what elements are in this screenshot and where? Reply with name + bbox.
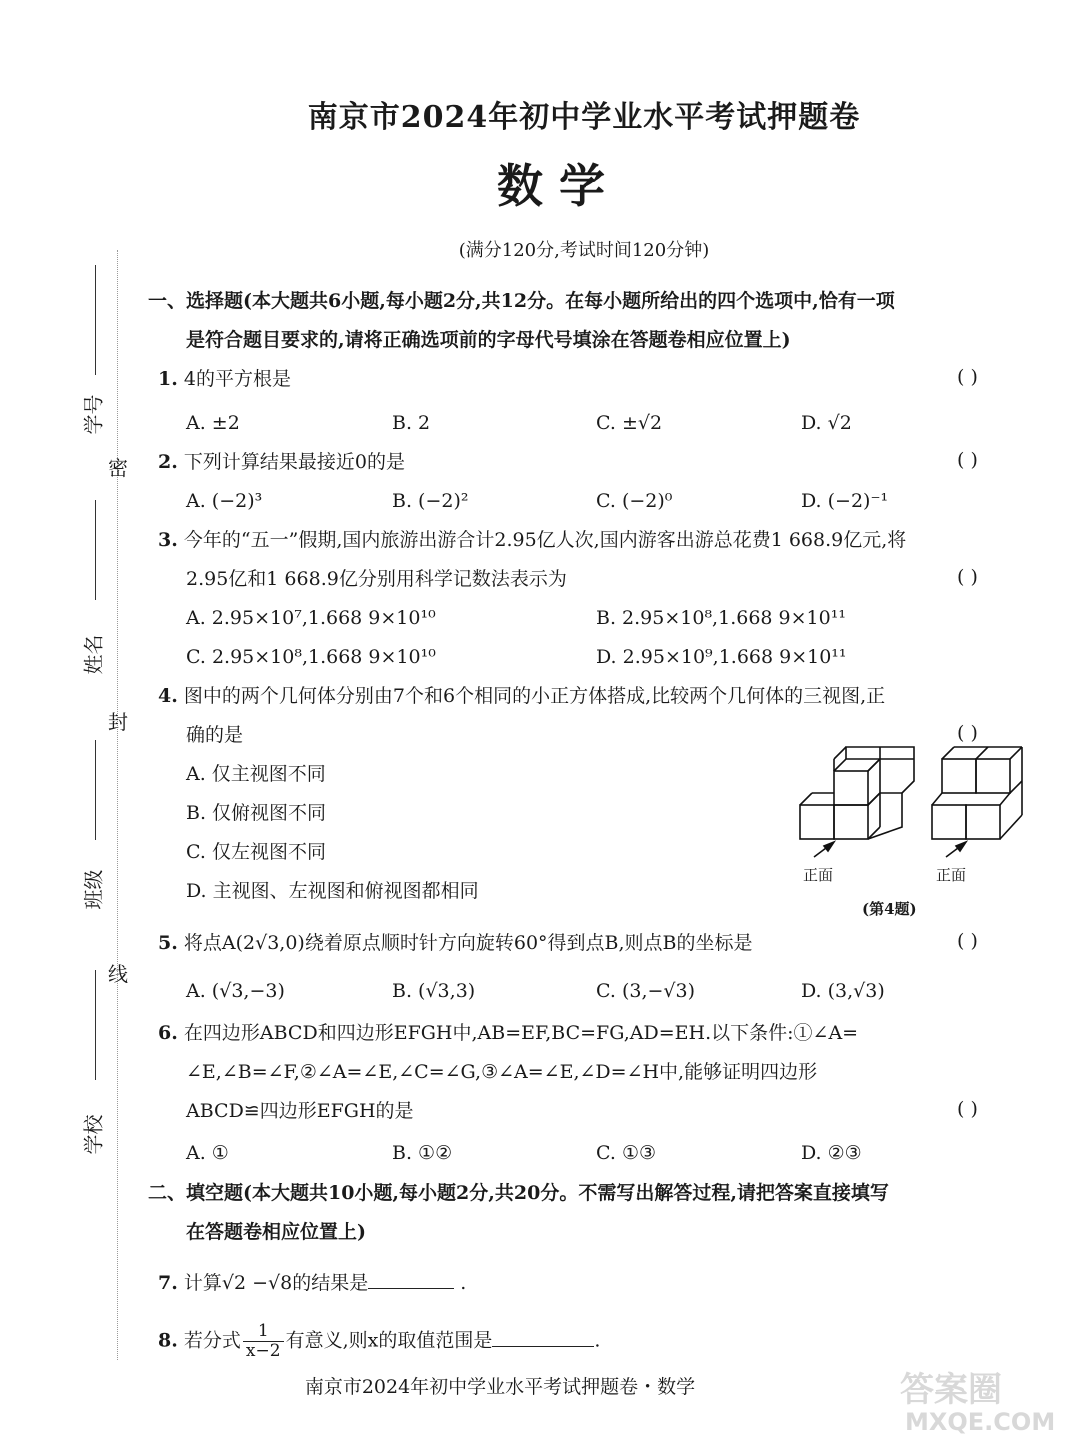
- q2-number: 2.: [158, 451, 178, 473]
- q5-stem: [158, 930, 753, 956]
- q5-text: 将点A(2√3,0)绕着原点顺时针方向旋转60°得到点B,则点B的坐标是: [183, 932, 753, 954]
- q7-text: 计算√2 −√8的结果是: [183, 1272, 369, 1294]
- seal-char-mi: 密: [108, 456, 128, 480]
- q4-option-d: D. 主视图、左视图和俯视图都相同: [186, 880, 479, 902]
- q6-option-a: A. ①: [186, 1142, 229, 1164]
- q8-answer-blank[interactable]: [492, 1326, 594, 1347]
- q5-option-b: B. (√3,3): [392, 980, 476, 1002]
- q1-answer-paren: ( ): [957, 366, 978, 388]
- q4-stem-line1: [158, 683, 885, 709]
- q6-text-line1: 在四边形ABCD和四边形EFGH中,AB=EF,BC=FG,AD=EH.以下条件:①∠A=: [183, 1022, 859, 1044]
- binding-dotted-line: [117, 250, 118, 1360]
- q3-answer-paren: ( ): [957, 566, 978, 588]
- q1-stem: [158, 366, 291, 392]
- q2-text: 下列计算结果最接近0的是: [183, 451, 405, 473]
- q6-answer-paren: ( ): [957, 1098, 978, 1120]
- exam-title: 南京市2024年初中学业水平考试押题卷: [307, 100, 861, 135]
- label-school: 学校: [81, 1114, 106, 1155]
- q4-figure: [790, 745, 1040, 865]
- q4-front-label-1: 正面: [803, 866, 834, 884]
- q4-text-line1: 图中的两个几何体分别由7个和6个相同的小正方体搭成,比较两个几何体的三视图,正: [183, 685, 886, 707]
- q6-stem-line1: [158, 1020, 858, 1046]
- q4-option-c: C. 仅左视图不同: [186, 841, 326, 863]
- q6-option-d: D. ②③: [801, 1142, 862, 1164]
- q8-text-post: 有意义,则x的取值范围是: [285, 1329, 493, 1352]
- page-footer: 南京市2024年初中学业水平考试押题卷・数学: [304, 1376, 696, 1398]
- watermark-logo: 答案圈: [900, 1370, 1002, 1410]
- q6-option-b: B. ①②: [392, 1142, 453, 1164]
- q8-stem: [158, 1322, 600, 1361]
- q3-option-a: A. 2.95×10⁷,1.668 9×10¹⁰: [186, 607, 436, 629]
- q8-fraction: [243, 1322, 284, 1361]
- q1-number: 1.: [158, 368, 178, 390]
- q3-text-line2: 2.95亿和1 668.9亿分别用科学记数法表示为: [186, 568, 567, 590]
- q4-number: 4.: [158, 685, 178, 707]
- q1-option-b: B. 2: [392, 412, 431, 434]
- q7-answer-blank[interactable]: [368, 1268, 454, 1289]
- q2-option-a: A. (−2)³: [186, 490, 263, 512]
- q3-option-d: D. 2.95×10⁹,1.668 9×10¹¹: [596, 646, 847, 668]
- q3-option-b: B. 2.95×10⁸,1.668 9×10¹¹: [596, 607, 846, 629]
- q2-option-b: B. (−2)²: [392, 490, 469, 512]
- q2-answer-paren: ( ): [957, 449, 978, 471]
- q4-text-line2: 确的是: [186, 724, 244, 746]
- watermark-url: MXQE.COM: [905, 1408, 1056, 1436]
- q3-stem-line1: [158, 527, 906, 553]
- q7-stem: [158, 1268, 466, 1296]
- q4-answer-paren: ( ): [957, 722, 978, 744]
- q8-text-pre: 若分式: [183, 1329, 241, 1352]
- q4-option-b: B. 仅俯视图不同: [186, 802, 327, 824]
- rule-name: [95, 500, 96, 600]
- q6-text-line2: ∠E,∠B=∠F,②∠A=∠E,∠C=∠G,③∠A=∠E,∠D=∠H中,能够证明四边形: [186, 1061, 818, 1083]
- solid-2: [932, 747, 1022, 839]
- q8-number: 8.: [158, 1329, 178, 1352]
- q4-figure-caption: (第4题): [862, 900, 917, 918]
- q7-period: .: [460, 1272, 467, 1294]
- rule-school: [95, 970, 96, 1080]
- q4-front-label-2: 正面: [936, 866, 967, 884]
- q2-option-d: D. (−2)⁻¹: [801, 490, 889, 512]
- section2-heading-line1: 二、填空题(本大题共10小题,每小题2分,共20分。不需写出解答过程,请把答案直接填写: [148, 1182, 889, 1204]
- rule-class: [95, 740, 96, 840]
- q6-number: 6.: [158, 1022, 178, 1044]
- solid-1: [800, 747, 914, 839]
- q5-option-d: D. (3,√3): [801, 980, 885, 1002]
- q8-fraction-numerator: 1: [243, 1322, 284, 1342]
- q1-text: 4的平方根是: [183, 368, 291, 390]
- q4-option-a: A. 仅主视图不同: [186, 763, 326, 785]
- q2-stem: [158, 449, 405, 475]
- q5-number: 5.: [158, 932, 178, 954]
- q6-option-c: C. ①③: [596, 1142, 657, 1164]
- q5-option-a: A. (√3,−3): [186, 980, 285, 1002]
- section1-heading-line2: 是符合题目要求的,请将正确选项前的字母代号填涂在答题卷相应位置上): [186, 329, 791, 351]
- label-name: 姓名: [81, 634, 106, 675]
- seal-char-feng: 封: [108, 710, 128, 734]
- q7-number: 7.: [158, 1272, 178, 1294]
- section1-heading-line1: 一、选择题(本大题共6小题,每小题2分,共12分。在每小题所给出的四个选项中,恰有一项: [148, 290, 895, 312]
- label-class: 班级: [81, 869, 106, 910]
- seal-char-xian: 线: [108, 962, 128, 986]
- q8-fraction-denominator: x−2: [245, 1341, 281, 1361]
- exam-note: (满分120分,考试时间120分钟): [458, 240, 710, 261]
- q5-answer-paren: ( ): [957, 930, 978, 952]
- q3-number: 3.: [158, 529, 178, 551]
- q5-option-c: C. (3,−√3): [596, 980, 696, 1002]
- label-student-id: 学号: [81, 394, 106, 435]
- q1-option-a: A. ±2: [186, 412, 240, 434]
- q8-period: .: [594, 1329, 601, 1352]
- q2-option-c: C. (−2)⁰: [596, 490, 673, 512]
- subject-title: 数 学: [497, 159, 606, 213]
- q1-option-d: D. √2: [801, 412, 852, 434]
- q3-option-c: C. 2.95×10⁸,1.668 9×10¹⁰: [186, 646, 436, 668]
- q3-text-line1: 今年的“五一”假期,国内旅游出游合计2.95亿人次,国内游客出游总花费1 668.9亿元,将: [183, 529, 907, 551]
- q6-text-line3: ABCD≌四边形EFGH的是: [186, 1100, 414, 1122]
- section2-heading-line2: 在答题卷相应位置上): [186, 1221, 366, 1243]
- q1-option-c: C. ±√2: [596, 412, 663, 434]
- rule-student-id: [95, 265, 96, 375]
- front-arrows: [814, 842, 966, 857]
